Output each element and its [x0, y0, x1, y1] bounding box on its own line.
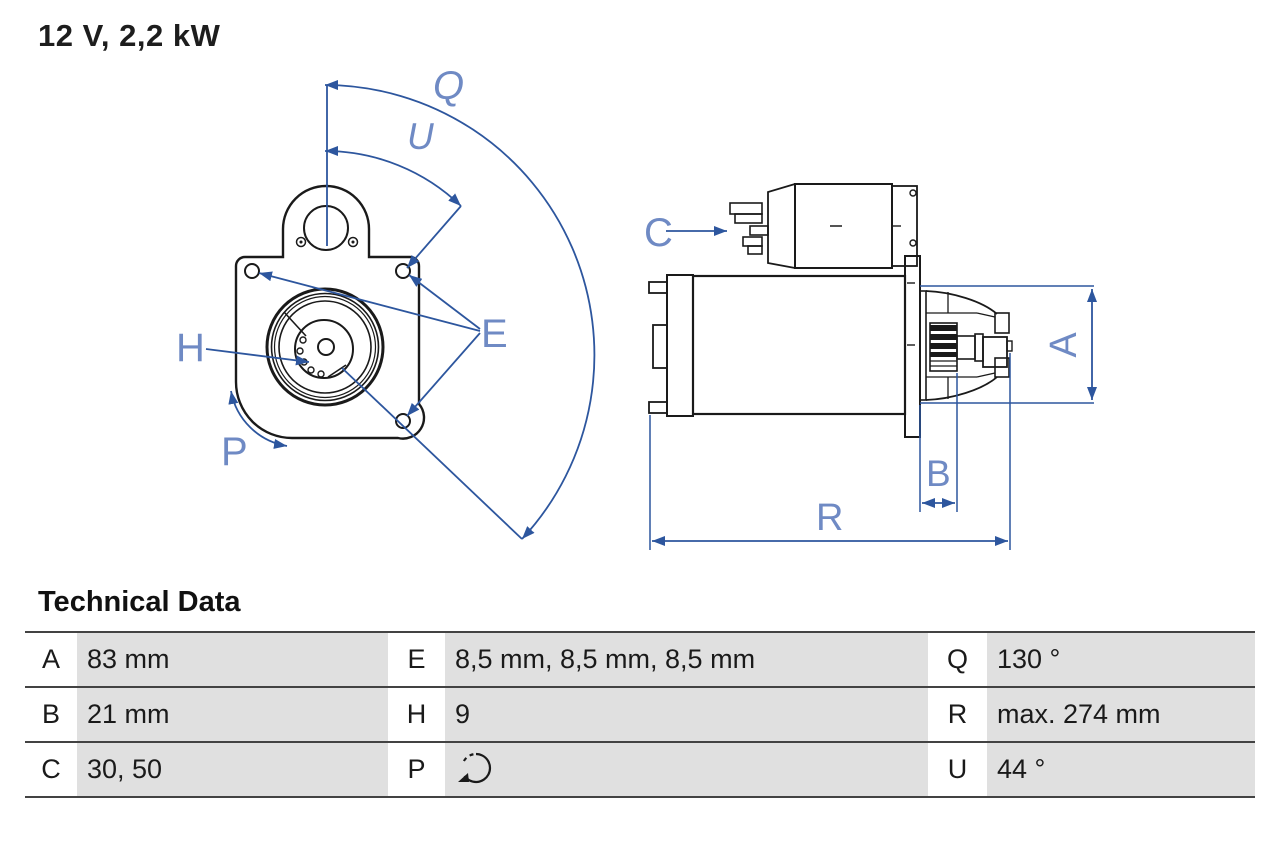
table-value-cell: 83 mm: [77, 633, 388, 686]
keyway-line: [284, 312, 306, 336]
table-value-cell: 130 °: [987, 633, 1255, 686]
solenoid-body: [795, 184, 892, 268]
table-value-cell: 44 °: [987, 743, 1255, 796]
table-row: [25, 633, 1255, 688]
table-key-cell: R: [928, 688, 987, 741]
table-row: [25, 688, 1255, 743]
motor-body: [693, 276, 905, 414]
ear-hole: [304, 206, 348, 250]
starter-front-view: [236, 186, 424, 439]
h-label: H: [176, 326, 205, 370]
table-key-cell: C: [25, 743, 77, 796]
table-key-cell: H: [388, 688, 445, 741]
end-cap: [667, 275, 693, 416]
table-key-cell: U: [928, 743, 987, 796]
table-value-cell: max. 274 mm: [987, 688, 1255, 741]
table-key-cell: Q: [928, 633, 987, 686]
solenoid-terminals: [730, 203, 768, 254]
table-value-cell: 8,5 mm, 8,5 mm, 8,5 mm: [445, 633, 928, 686]
table-value-cell: [445, 743, 928, 796]
a-label: A: [1043, 332, 1085, 358]
b-label: B: [926, 453, 951, 494]
table-row: [25, 743, 1255, 798]
solenoid-rear-bolts: [892, 190, 916, 246]
drive-end-rings: [267, 289, 383, 405]
flange-ticks: [907, 283, 915, 345]
table-key-cell: P: [388, 743, 445, 796]
pinion-gear: [930, 323, 957, 371]
table-value-cell: 9: [445, 688, 928, 741]
u-angle-arc: [325, 151, 461, 206]
table-key-cell: E: [388, 633, 445, 686]
table-key-cell: B: [25, 688, 77, 741]
front-view-labels: [176, 64, 508, 474]
table-key-cell: A: [25, 633, 77, 686]
p-label: P: [221, 430, 248, 474]
solenoid-cone: [768, 184, 795, 268]
side-view-dimensions: [650, 231, 1094, 550]
technical-data-table: [25, 631, 1255, 798]
product-title: 12 V, 2,2 kW: [38, 18, 221, 53]
c-label: C: [644, 211, 673, 255]
h-leader: [206, 349, 309, 362]
front-view-dimensions: [206, 85, 594, 539]
u-radius-line: [407, 206, 461, 268]
u-label: U: [407, 116, 434, 157]
rotation-direction-icon: [455, 749, 497, 791]
e-label: E: [481, 312, 508, 356]
pinion-shaft: [957, 336, 975, 359]
shaft-coupler: [975, 334, 983, 361]
shaft-center-hole: [318, 339, 334, 355]
end-cap-tabs: [649, 282, 667, 413]
table-value-cell: 30, 50: [77, 743, 388, 796]
table-value-cell: 21 mm: [77, 688, 388, 741]
r-label: R: [816, 497, 844, 539]
side-view-labels: [644, 211, 1085, 539]
q-radius-line: [342, 368, 522, 539]
table-heading: Technical Data: [38, 586, 241, 618]
q-label: Q: [433, 64, 465, 108]
